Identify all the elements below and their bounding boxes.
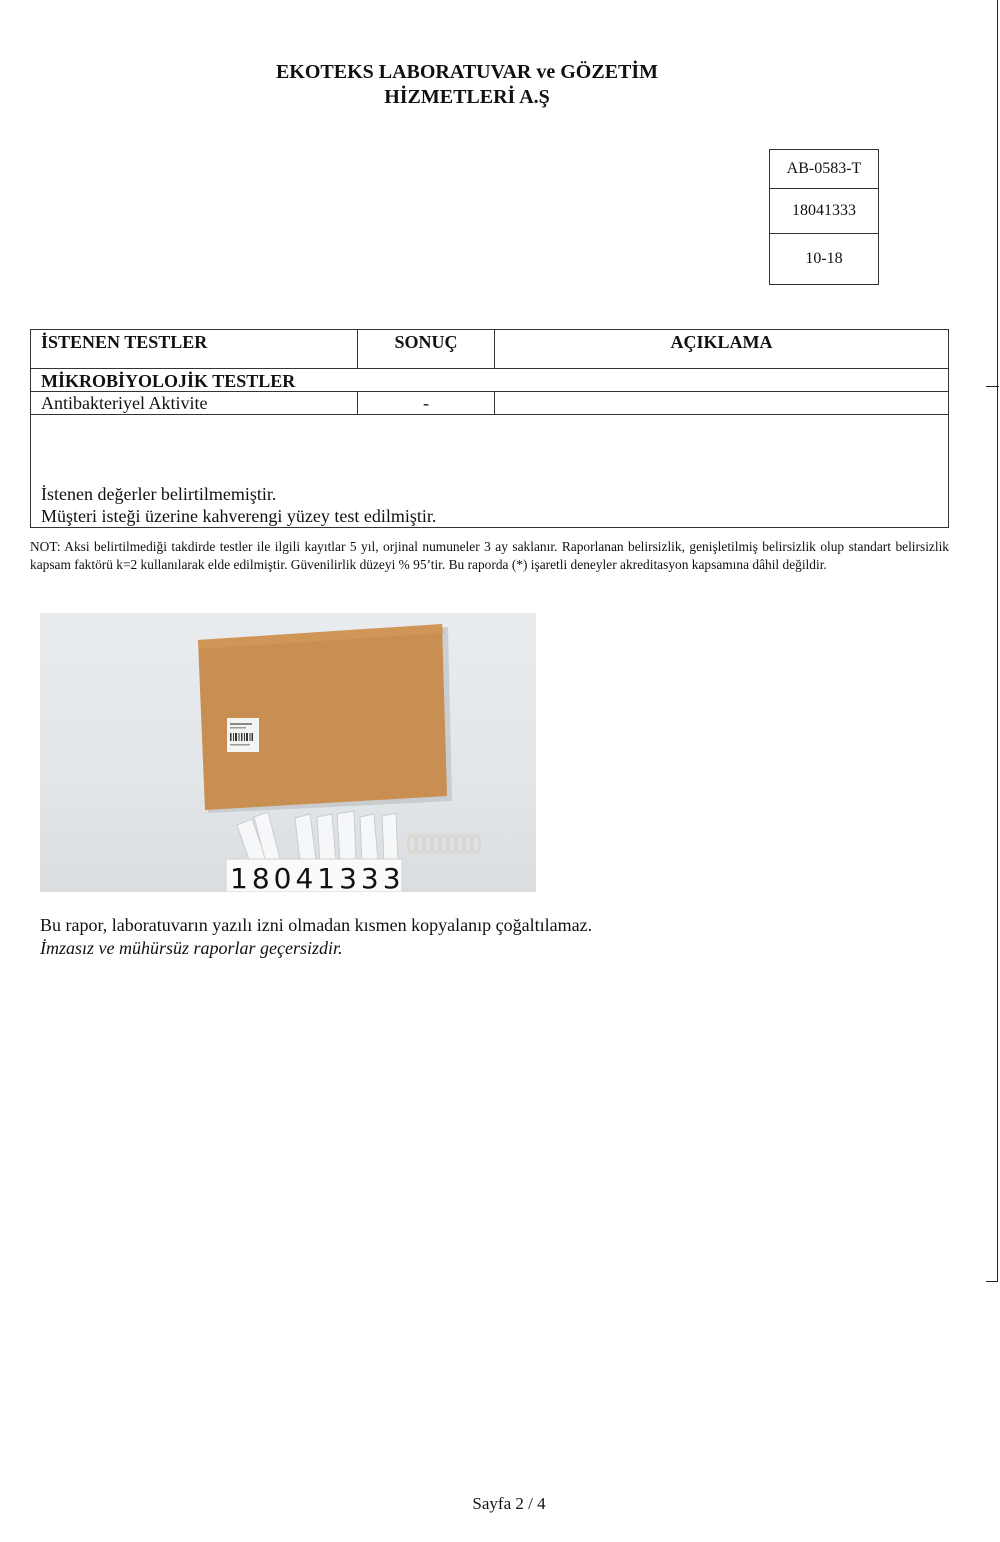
coil-binder xyxy=(408,835,480,853)
brown-board xyxy=(198,624,447,810)
remark-values-not-specified: İstenen değerler belirtilmemiştir. xyxy=(41,484,277,504)
barcode-label xyxy=(227,718,259,752)
page-edge-bracket xyxy=(986,0,998,1282)
test-name: Antibakteriyel Aktivite xyxy=(41,393,208,413)
company-name-line1: EKOTEKS LABORATUVAR ve GÖZETİM xyxy=(275,61,659,83)
sample-photo-drawing xyxy=(40,613,536,892)
form-code: AB-0583-T xyxy=(770,150,878,189)
sample-photo xyxy=(40,613,536,892)
copy-notice: Bu rapor, laboratuvarın yazılı izni olmadan kısmen kopyalanıp çoğaltılamaz. xyxy=(40,915,593,935)
validity-notice: İmzasız ve mühürsüz raporlar geçersizdir. xyxy=(40,938,343,958)
results-table xyxy=(30,329,949,528)
white-tabs xyxy=(237,811,398,863)
sample-number-text: 18041333 xyxy=(230,862,405,892)
column-header-result: SONUÇ xyxy=(394,332,458,352)
column-header-tests: İSTENEN TESTLER xyxy=(41,332,208,352)
page-edge-tick xyxy=(986,386,999,387)
page-number: Sayfa 2 / 4 xyxy=(472,1494,546,1513)
report-number: 18041333 xyxy=(770,189,878,234)
revision-code: 10-18 xyxy=(805,250,843,267)
remark-surface-tested: Müşteri isteği üzerine kahverengi yüzey test edilmiştir. xyxy=(41,506,437,526)
section-title: MİKROBİYOLOJİK TESTLER xyxy=(41,371,296,391)
column-header-explanation: AÇIKLAMA xyxy=(670,332,773,352)
note-paragraph: NOT: Aksi belirtilmediği takdirde testler ile ilgili kayıtlar 5 yıl, orjinal numuneler 3 ay saklanır. Raporlanan belirsizlik, genişletilmiş belirsizlik olup standart belirsizlik kapsam faktörü k=2 kullanılarak elde edilmiştir. Güvenilirlik düzeyi % 95’tir. Bu raporda (*) işaretli deneyler akreditasyon kapsamına dâhil değildir. xyxy=(30,539,949,572)
company-name-line2: HİZMETLERİ A.Ş xyxy=(384,86,550,108)
report-code-box xyxy=(769,149,879,285)
test-result: - xyxy=(423,393,429,413)
